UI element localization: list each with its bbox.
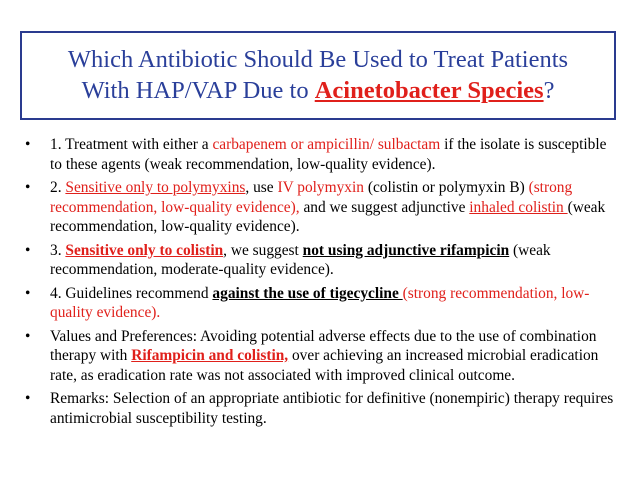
bullet-item-5 — [22, 327, 622, 386]
bullet-dot: • — [25, 136, 31, 153]
bullet-3-text: 3. — [50, 241, 66, 259]
bullet-2-text: 2. — [50, 178, 66, 196]
bullet-dot: • — [25, 390, 31, 408]
title-highlight: Acinetobacter Species — [314, 77, 544, 104]
bullet-item-6 — [22, 389, 622, 428]
bullet-3-colistin: Sensitive only to colistin — [65, 241, 224, 259]
slide-title — [20, 31, 616, 120]
bullet-4-text: 4. Guidelines recommend — [50, 284, 213, 302]
bullet-dot: • — [25, 241, 31, 259]
title-line-1: Which Antibiotic Should Be Used to Treat Patients — [67, 46, 569, 73]
bullet-2-polymyxins: Sensitive only to polymyxins — [65, 178, 246, 196]
bullet-3-text-b: , we suggest — [223, 241, 303, 259]
bullet-dot: • — [25, 284, 31, 302]
bullet-3-rifampicin: not using adjunctive rifampicin — [302, 241, 510, 259]
bullet-1-text: 1. Treatment with either a — [50, 136, 213, 153]
bullet-dot: • — [25, 178, 31, 196]
title-line-2 — [22, 75, 614, 106]
bullet-list — [22, 135, 622, 432]
bullet-item-4 — [22, 284, 622, 323]
bullet-3-text-c: (weak recommendation, moderate-quality evidence). — [50, 241, 551, 279]
bullet-2-text-c: (colistin or polymyxin B) — [363, 178, 529, 196]
bullet-2-text-e: (weak recommendation, low-quality evidence). — [50, 198, 606, 236]
bullet-1-drug-names: carbapenem or ampicillin/ sulbactam — [212, 136, 441, 153]
title-line-2-prefix: With HAP/VAP Due to — [81, 77, 315, 104]
bullet-2-text-b: , use — [245, 178, 278, 196]
bullet-6-text: Remarks: Selection of an appropriate antibiotic for definitive (nonempiric) therapy requires antimicrobial susceptibility testing. — [50, 390, 614, 427]
bullet-dot: • — [25, 327, 31, 345]
title-line-2-suffix: ? — [543, 77, 555, 104]
bullet-2-iv-polymyxin: IV polymyxin — [277, 178, 364, 196]
bullet-item-2 — [22, 178, 622, 237]
bullet-5-text-b: over achieving an increased microbial eradication rate, as eradication rate was not associated with improved clinical outcome. — [50, 347, 599, 384]
bullet-item-1 — [22, 135, 622, 174]
bullet-4-tigecycline: against the use of tigecycline — [212, 284, 403, 302]
bullet-5-text: Values and Preferences: Avoiding potential adverse effects due to the use of combination therapy with — [50, 327, 597, 365]
bullet-2-strong-rec: (strong recommendation, low-quality evidence), — [50, 178, 573, 216]
bullet-5-rifampicin-colistin: Rifampicin and colistin, — [131, 347, 289, 365]
bullet-2-inhaled-colistin: inhaled colistin — [469, 198, 568, 216]
bullet-4-strong-rec: (strong recommendation, low-quality evidence). — [50, 284, 590, 322]
bullet-item-3 — [22, 241, 622, 280]
bullet-1-text-end: if the isolate is susceptible to these agents (weak recommendation, low-quality evidence). — [50, 136, 607, 173]
bullet-2-text-d: and we suggest adjunctive — [299, 198, 470, 216]
